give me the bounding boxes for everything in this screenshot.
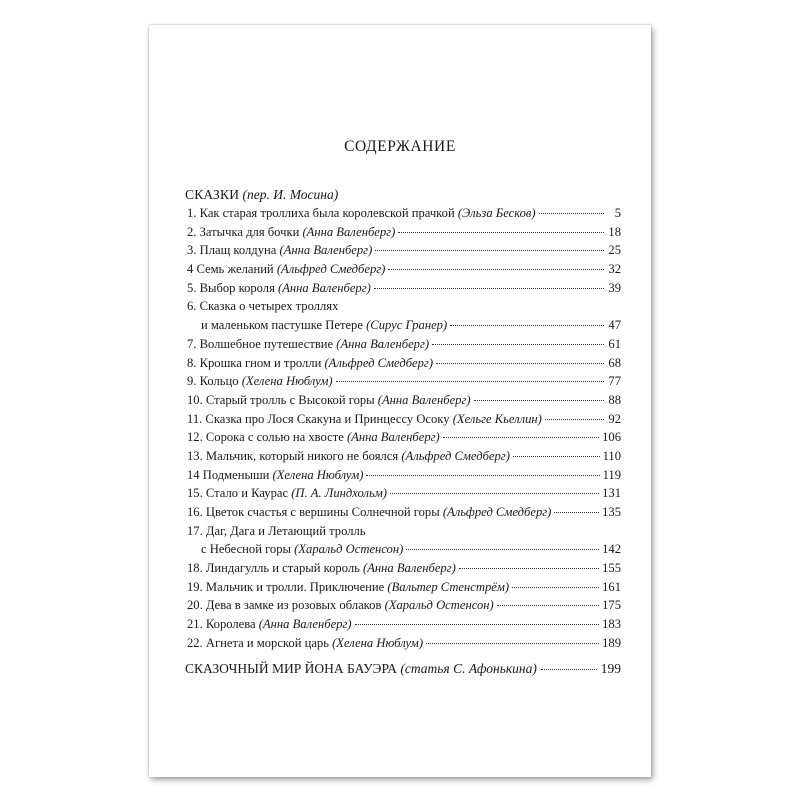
toc-entry — [187, 634, 621, 653]
toc-entry-text: 1. Как старая троллиха была королевской прачкой (Эльза Бесков) — [187, 206, 536, 220]
toc-entry-page: 5 — [614, 206, 621, 220]
dot-leader — [388, 268, 604, 270]
dot-leader — [369, 531, 604, 532]
toc-entry-author: (Альфред Смедберг) — [276, 262, 386, 277]
toc-entry — [187, 297, 621, 316]
toc-entry — [187, 241, 621, 260]
toc-entry-page: 142 — [602, 542, 621, 557]
toc-entry-text: 19. Мальчик и тролли. Приключение (Вальтер Стенстрём) — [187, 579, 510, 594]
toc-entries — [185, 204, 621, 653]
dot-leader — [541, 668, 597, 670]
toc-entry-author: (Сирус Гранер) — [366, 318, 448, 333]
toc-entry-page: 39 — [608, 280, 621, 295]
toc-entry-page: 119 — [602, 467, 621, 482]
dot-leader — [341, 306, 604, 307]
dot-leader — [512, 586, 599, 588]
dot-leader — [545, 418, 604, 420]
toc-entry-page: 189 — [602, 635, 621, 650]
toc-entry-page: 88 — [608, 392, 621, 407]
toc-entry-author: (Анна Валенберг) — [346, 430, 440, 445]
toc-entry-text: 3. Плащ колдуна (Анна Валенберг) — [187, 243, 373, 258]
toc-entry-page: 25 — [608, 243, 621, 258]
dot-leader — [474, 399, 604, 401]
toc-entry — [187, 503, 621, 522]
dot-leader — [432, 343, 604, 345]
toc-entry-page: 92 — [608, 411, 621, 426]
dot-leader — [539, 212, 604, 214]
toc-entry — [187, 522, 621, 541]
toc-entry-author: (Вальтер Стенстрём) — [387, 579, 510, 594]
dot-leader — [459, 567, 599, 569]
dot-leader — [497, 604, 599, 606]
toc-entry-page: 110 — [602, 448, 621, 463]
toc-entry-text: 10. Старый тролль с Высокой горы (Анна Валенберг) — [187, 392, 471, 407]
toc-entry-author: (Анна Валенберг) — [336, 336, 430, 351]
dot-leader — [366, 474, 599, 476]
toc-entry-author: (Хельге Кьеллин) — [452, 411, 542, 426]
toc-entry — [187, 484, 621, 503]
toc-entry-page: 131 — [602, 486, 621, 501]
toc-entry — [187, 316, 621, 335]
toc-entry — [187, 410, 621, 429]
toc-entry-page: 77 — [608, 374, 621, 389]
toc-entry-text: с Небесной горы (Харальд Остенсон) — [201, 542, 404, 557]
toc-entry-page: 61 — [608, 336, 621, 351]
toc-entry-author: (Анна Валенберг) — [363, 561, 456, 576]
toc-entry-text: 4 Семь желаний (Альфред Смедберг) — [187, 262, 386, 277]
toc-entry — [187, 615, 621, 634]
toc-entry-page: 47 — [608, 318, 621, 333]
toc-entry-author: (Эльза Бесков) — [457, 206, 536, 220]
dot-leader — [513, 455, 600, 457]
toc-entry-author: (Хелена Нюблум) — [241, 374, 333, 389]
toc-entry-page: 175 — [602, 598, 621, 613]
toc-entry-text: 7. Волшебное путешествие (Анна Валенберг) — [187, 336, 430, 351]
toc-entry-text: 17. Даг, Дага и Летающий тролль — [187, 523, 366, 538]
toc-entry — [187, 223, 621, 242]
toc-entry-text: 12. Сорока с солью на хвосте (Анна Валенберг) — [187, 430, 440, 445]
final-entry-text: СКАЗОЧНЫЙ МИР ЙОНА БАУЭРА (статья С. Афонькина) — [185, 660, 537, 676]
toc-entry-text: 13. Мальчик, который никого не боялся (Альфред Смедберг) — [187, 448, 510, 463]
toc-entry-text: 14 Подменыши (Хелена Нюблум) — [187, 467, 364, 482]
toc-entry-page: 183 — [602, 617, 621, 632]
toc-entry-author: (Харальд Остенсон) — [384, 598, 494, 613]
dot-leader — [374, 287, 604, 289]
book-page — [149, 25, 651, 777]
toc-entry — [187, 372, 621, 391]
toc-entry-author: (Хелена Нюблум) — [332, 635, 424, 650]
dot-leader — [355, 623, 600, 625]
dot-leader — [450, 324, 604, 326]
toc-entry-author: (П. А. Линдхольм) — [291, 486, 387, 501]
section-heading — [185, 185, 621, 204]
toc-entry-author: (Альфред Смедберг) — [324, 355, 434, 370]
toc-entry-text: 22. Агнета и морской царь (Хелена Нюблум) — [187, 635, 424, 650]
dot-leader — [398, 231, 604, 233]
toc-entry-text: 20. Дева в замке из розовых облаков (Харальд Остенсон) — [187, 598, 494, 613]
dot-leader — [436, 362, 604, 364]
toc-final-entry — [185, 659, 621, 678]
final-entry-page: 199 — [600, 660, 621, 676]
dot-leader — [406, 548, 599, 550]
dot-leader — [375, 249, 604, 251]
dot-leader — [426, 642, 599, 644]
toc-entry-text: 11. Сказка про Лося Скакуна и Принцессу Осоку (Хельге Кьеллин) — [187, 411, 542, 426]
toc-entry-page: 106 — [602, 430, 621, 445]
toc-entry — [187, 578, 621, 597]
toc-entry-author: (Анна Валенберг) — [377, 392, 471, 407]
toc-entry — [187, 540, 621, 559]
toc-entry-page: 161 — [602, 579, 621, 594]
toc-entry — [187, 447, 621, 466]
dot-leader — [390, 492, 599, 494]
toc-entry-text: 5. Выбор короля (Анна Валенберг) — [187, 280, 371, 295]
toc-entry-text: 15. Стало и Каурас (П. А. Линдхольм) — [187, 486, 387, 501]
toc-entry — [187, 335, 621, 354]
toc-entry-text: 6. Сказка о четырех троллях — [187, 299, 339, 314]
toc-entry-author: (Харальд Остенсон) — [294, 542, 404, 557]
toc-entry — [187, 596, 621, 615]
toc-entry — [187, 428, 621, 447]
toc-entry-author: (Анна Валенберг) — [258, 617, 352, 632]
section-translator: (пер. И. Мосина) — [242, 187, 339, 202]
toc-entry-author: (Анна Валенберг) — [302, 224, 396, 239]
toc-entry — [187, 279, 621, 298]
toc-entry-text: 2. Затычка для бочки (Анна Валенберг) — [187, 224, 396, 239]
toc-entry-author: (Хелена Нюблум) — [272, 467, 364, 482]
toc-entry-page: 68 — [608, 355, 621, 370]
toc-entry-author: (Альфред Смедберг) — [442, 505, 552, 519]
page-title: СОДЕРЖАНИЕ — [344, 138, 456, 155]
toc-entry — [187, 391, 621, 410]
toc-entry-page: 18 — [608, 224, 621, 239]
toc-entry — [187, 204, 621, 223]
toc-entry-text: 16. Цветок счастья с вершины Солнечной горы (Альфред Смедберг) — [187, 505, 552, 519]
toc-entry-author: (Анна Валенберг) — [279, 243, 373, 258]
toc-entry-text: 18. Линдагулль и старый король (Анна Валенберг) — [187, 561, 456, 576]
toc-entry — [187, 354, 621, 373]
toc-entry — [187, 559, 621, 578]
toc-entry-page: 32 — [608, 262, 621, 277]
toc-entry-page: 135 — [602, 505, 621, 519]
toc-entry-page: 155 — [602, 561, 621, 576]
toc-entry — [187, 466, 621, 485]
toc-entry-author: (Альфред Смедберг) — [401, 448, 510, 463]
toc-entry-text: и маленьком пастушке Петере (Сирус Гранер) — [201, 318, 448, 333]
toc-entry-text: 21. Королева (Анна Валенберг) — [187, 617, 352, 632]
dot-leader — [443, 436, 599, 438]
table-of-contents — [185, 185, 621, 678]
toc-entry-author: (Анна Валенберг) — [278, 280, 371, 295]
section-label: СКАЗКИ — [185, 187, 240, 202]
toc-entry-text: 9. Кольцо (Хелена Нюблум) — [187, 374, 333, 389]
toc-entry — [187, 260, 621, 279]
toc-entry-text: 8. Крошка гном и тролли (Альфред Смедберг) — [187, 355, 434, 370]
dot-leader — [554, 511, 599, 513]
dot-leader — [336, 380, 604, 382]
